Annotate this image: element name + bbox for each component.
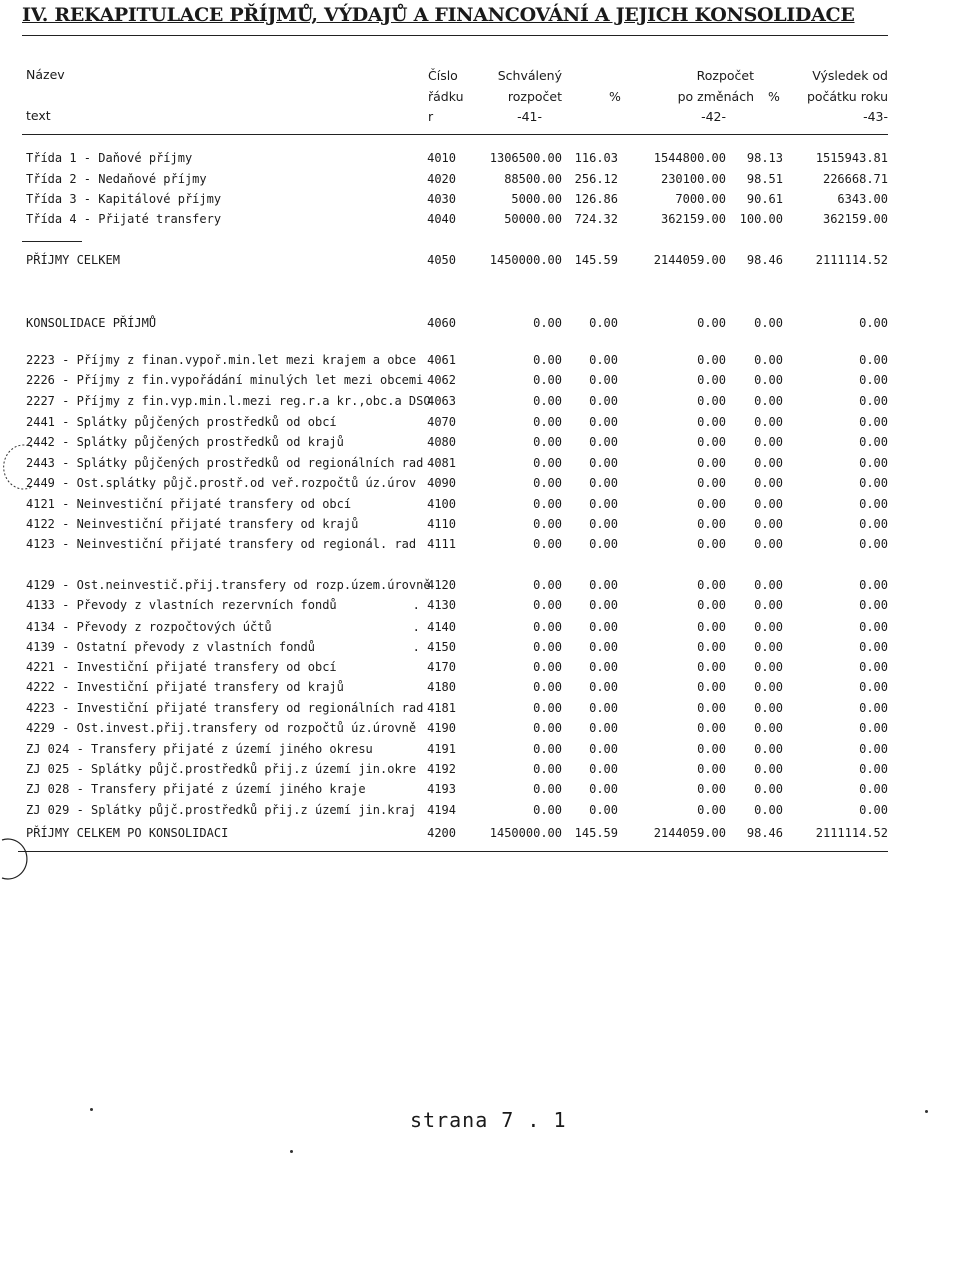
cell-revised-budget: 0.00 (697, 456, 726, 470)
header-vysledek-1: Výsledek od (812, 68, 888, 83)
cell-result: 0.00 (859, 660, 888, 674)
cell-line-number: 4170 (427, 660, 456, 674)
header-pct-2: % (768, 89, 780, 104)
cell-percent-2: 98.46 (746, 253, 783, 267)
cell-line-number: 4081 (427, 456, 456, 470)
cell-percent-1: 0.00 (589, 537, 618, 551)
cell-approved-budget: 0.00 (533, 660, 562, 674)
cell-revised-budget: 0.00 (697, 660, 726, 674)
cell-percent-1: 0.00 (589, 803, 618, 817)
cell-percent-2: 0.00 (754, 517, 783, 531)
cell-approved-budget: 1306500.00 (489, 151, 562, 165)
cell-percent-2: 0.00 (754, 782, 783, 796)
header-text: text (26, 108, 51, 123)
cell-percent-1: 0.00 (589, 640, 618, 654)
cell-revised-budget: 0.00 (697, 782, 726, 796)
cell-line-number: 4050 (427, 253, 456, 267)
cell-name: Třída 2 - Nedaňové příjmy (26, 172, 207, 186)
cell-percent-2: 0.00 (754, 680, 783, 694)
cell-result: 0.00 (859, 598, 888, 612)
cell-approved-budget: 0.00 (533, 598, 562, 612)
cell-line-number: 4110 (427, 517, 456, 531)
cell-approved-budget: 0.00 (533, 701, 562, 715)
cell-percent-2: 98.13 (746, 151, 783, 165)
cell-result: 0.00 (859, 701, 888, 715)
cell-percent-2: 0.00 (754, 316, 783, 330)
header-cislo-2: řádku (428, 89, 464, 104)
cell-percent-2: 0.00 (754, 803, 783, 817)
cell-result: 0.00 (859, 415, 888, 429)
cell-percent-2: 0.00 (754, 456, 783, 470)
header-vysledek-3: -43- (863, 109, 888, 124)
cell-percent-1: 0.00 (589, 373, 618, 387)
header-rozpocet-1: Rozpočet (696, 68, 754, 83)
cell-result: 362159.00 (822, 212, 888, 226)
cell-percent-2: 0.00 (754, 415, 783, 429)
cell-revised-budget: 0.00 (697, 721, 726, 735)
cell-approved-budget: 0.00 (533, 620, 562, 634)
cell-revised-budget: 0.00 (697, 762, 726, 776)
header-pct-1: % (609, 89, 621, 104)
cell-revised-budget: 0.00 (697, 742, 726, 756)
cell-percent-2: 0.00 (754, 435, 783, 449)
cell-result: 0.00 (859, 353, 888, 367)
cell-percent-1: 0.00 (589, 435, 618, 449)
cell-percent-2: 0.00 (754, 660, 783, 674)
cell-line-number: . 4150 (412, 640, 456, 654)
cell-revised-budget: 0.00 (697, 701, 726, 715)
cell-percent-2: 100.00 (739, 212, 783, 226)
header-nazev: Název (26, 67, 65, 82)
cell-name: 4121 - Neinvestiční přijaté transfery od obcí (26, 497, 352, 511)
header-rozpocet-2: po změnách (677, 89, 754, 104)
cell-percent-2: 0.00 (754, 476, 783, 490)
cell-percent-2: 0.00 (754, 721, 783, 735)
cell-name: Třída 3 - Kapitálové příjmy (26, 192, 222, 206)
cell-percent-1: 116.03 (574, 151, 618, 165)
cell-result: 226668.71 (822, 172, 888, 186)
cell-percent-2: 0.00 (754, 394, 783, 408)
cell-result: 0.00 (859, 373, 888, 387)
cell-percent-1: 0.00 (589, 517, 618, 531)
cell-approved-budget: 0.00 (533, 680, 562, 694)
cell-name: 4221 - Investiční přijaté transfery od obcí (26, 660, 337, 674)
cell-approved-budget: 0.00 (533, 316, 562, 330)
cell-revised-budget: 0.00 (697, 353, 726, 367)
cell-result: 0.00 (859, 640, 888, 654)
cell-revised-budget: 2144059.00 (653, 253, 726, 267)
cell-approved-budget: 1450000.00 (489, 826, 562, 840)
cell-result: 0.00 (859, 456, 888, 470)
cell-percent-2: 0.00 (754, 353, 783, 367)
cell-percent-1: 0.00 (589, 415, 618, 429)
cell-approved-budget: 0.00 (533, 742, 562, 756)
cell-percent-2: 0.00 (754, 701, 783, 715)
cell-name: 4123 - Neinvestiční přijaté transfery od regionál. rad (26, 537, 417, 551)
cell-percent-2: 0.00 (754, 640, 783, 654)
cell-name: 4134 - Převody z rozpočtových účtů (26, 620, 272, 634)
cell-percent-1: 0.00 (589, 660, 618, 674)
cell-line-number: 4111 (427, 537, 456, 551)
cell-revised-budget: 0.00 (697, 598, 726, 612)
header-cislo-1: Číslo (428, 68, 458, 83)
cell-percent-1: 0.00 (589, 762, 618, 776)
punch-hole-circle (0, 836, 40, 882)
cell-approved-budget: 0.00 (533, 435, 562, 449)
cell-percent-2: 98.51 (746, 172, 783, 186)
cell-revised-budget: 0.00 (697, 537, 726, 551)
cell-percent-2: 0.00 (754, 578, 783, 592)
cell-result: 0.00 (859, 721, 888, 735)
cell-percent-1: 126.86 (574, 192, 618, 206)
cell-name: 4122 - Neinvestiční přijaté transfery od krajů (26, 517, 359, 531)
cell-approved-budget: 0.00 (533, 373, 562, 387)
cell-revised-budget: 0.00 (697, 620, 726, 634)
cell-approved-budget: 0.00 (533, 721, 562, 735)
cell-percent-1: 0.00 (589, 578, 618, 592)
cell-result: 2111114.52 (815, 253, 888, 267)
cell-name: 2441 - Splátky půjčených prostředků od obcí (26, 415, 337, 429)
cell-approved-budget: 0.00 (533, 415, 562, 429)
cell-result: 2111114.52 (815, 826, 888, 840)
header-cislo-3: r (428, 109, 434, 124)
page-number: strana 7 . 1 (410, 1108, 567, 1132)
scan-mark (90, 1108, 93, 1111)
cell-name: PŘÍJMY CELKEM (26, 253, 120, 267)
cell-revised-budget: 0.00 (697, 640, 726, 654)
cell-percent-2: 0.00 (754, 537, 783, 551)
cell-percent-1: 0.00 (589, 316, 618, 330)
cell-line-number: 4040 (427, 212, 456, 226)
cell-revised-budget: 0.00 (697, 680, 726, 694)
cell-approved-budget: 0.00 (533, 782, 562, 796)
cell-line-number: 4080 (427, 435, 456, 449)
cell-line-number: 4061 (427, 353, 456, 367)
cell-result: 0.00 (859, 680, 888, 694)
cell-revised-budget: 0.00 (697, 578, 726, 592)
cell-percent-1: 0.00 (589, 598, 618, 612)
cell-result: 6343.00 (837, 192, 888, 206)
cell-line-number: 4063 (427, 394, 456, 408)
cell-result: 0.00 (859, 517, 888, 531)
cell-name: Třída 1 - Daňové příjmy (26, 151, 193, 165)
header-schvaleny-2: rozpočet (507, 89, 562, 104)
cell-line-number: 4181 (427, 701, 456, 715)
cell-name: 4129 - Ost.neinvestič.přij.transfery od rozp.územ.úrovně (26, 578, 431, 592)
cell-result: 0.00 (859, 476, 888, 490)
cell-percent-1: 0.00 (589, 680, 618, 694)
cell-percent-1: 0.00 (589, 620, 618, 634)
cell-line-number: 4070 (427, 415, 456, 429)
cell-revised-budget: 0.00 (697, 476, 726, 490)
cell-result: 0.00 (859, 620, 888, 634)
cell-line-number: 4060 (427, 316, 456, 330)
cell-revised-budget: 0.00 (697, 435, 726, 449)
cell-line-number: 4030 (427, 192, 456, 206)
cell-approved-budget: 0.00 (533, 537, 562, 551)
cell-approved-budget: 0.00 (533, 353, 562, 367)
cell-line-number: 4062 (427, 373, 456, 387)
cell-approved-budget: 0.00 (533, 497, 562, 511)
cell-revised-budget: 0.00 (697, 316, 726, 330)
cell-line-number: 4200 (427, 826, 456, 840)
scan-mark (925, 1110, 928, 1113)
cell-percent-1: 0.00 (589, 721, 618, 735)
cell-name: Třída 4 - Přijaté transfery (26, 212, 222, 226)
cell-approved-budget: 0.00 (533, 762, 562, 776)
cell-result: 0.00 (859, 394, 888, 408)
cell-percent-1: 145.59 (574, 253, 618, 267)
header-schvaleny-3: -41- (517, 109, 542, 124)
cell-revised-budget: 362159.00 (660, 212, 726, 226)
cell-percent-2: 0.00 (754, 598, 783, 612)
cell-percent-1: 256.12 (574, 172, 618, 186)
cell-line-number: 4090 (427, 476, 456, 490)
cell-approved-budget: 0.00 (533, 578, 562, 592)
cell-revised-budget: 0.00 (697, 394, 726, 408)
cell-revised-budget: 2144059.00 (653, 826, 726, 840)
cell-percent-1: 145.59 (574, 826, 618, 840)
page-title: IV. REKAPITULACE PŘÍJMŮ, VÝDAJŮ A FINANCOVÁNÍ A JEJICH KONSOLIDACE (22, 4, 855, 26)
title-rule (22, 35, 888, 36)
cell-name: 4222 - Investiční přijaté transfery od krajů (26, 680, 344, 694)
cell-result: 0.00 (859, 803, 888, 817)
cell-percent-1: 0.00 (589, 394, 618, 408)
cell-line-number: 4120 (427, 578, 456, 592)
header-schvaleny-1: Schválený (497, 68, 562, 83)
cell-percent-1: 0.00 (589, 782, 618, 796)
cell-approved-budget: 88500.00 (504, 172, 562, 186)
cell-line-number: 4010 (427, 151, 456, 165)
cell-result: 0.00 (859, 316, 888, 330)
cell-revised-budget: 0.00 (697, 497, 726, 511)
cell-approved-budget: 0.00 (533, 394, 562, 408)
cell-name: ZJ 028 - Transfery přijaté z území jiného kraje (26, 782, 366, 796)
cell-name: PŘÍJMY CELKEM PO KONSOLIDACI (26, 826, 229, 840)
punch-hole-circle (0, 443, 36, 491)
cell-line-number: 4020 (427, 172, 456, 186)
cell-percent-1: 0.00 (589, 456, 618, 470)
cell-result: 0.00 (859, 537, 888, 551)
cell-name: 4133 - Převody z vlastních rezervních fondů (26, 598, 337, 612)
cell-name: 4229 - Ost.invest.přij.transfery od rozpočtů úz.úrovně (26, 721, 417, 735)
cell-name: ZJ 025 - Splátky půjč.prostředků přij.z území jin.okre (26, 762, 417, 776)
cell-line-number: . 4140 (412, 620, 456, 634)
cell-percent-1: 0.00 (589, 742, 618, 756)
cell-result: 0.00 (859, 497, 888, 511)
cell-revised-budget: 0.00 (697, 517, 726, 531)
cell-percent-2: 98.46 (746, 826, 783, 840)
cell-approved-budget: 0.00 (533, 456, 562, 470)
cell-percent-2: 0.00 (754, 742, 783, 756)
cell-name: 2226 - Příjmy z fin.vypořádání minulých let mezi obcemi (26, 373, 424, 387)
cell-approved-budget: 0.00 (533, 476, 562, 490)
cell-result: 0.00 (859, 782, 888, 796)
cell-name: ZJ 029 - Splátky půjč.prostředků přij.z území jin.kraj (26, 803, 417, 817)
cell-line-number: 4180 (427, 680, 456, 694)
cell-name: 2223 - Příjmy z finan.vypoř.min.let mezi krajem a obce (26, 353, 417, 367)
cell-revised-budget: 7000.00 (675, 192, 726, 206)
cell-revised-budget: 0.00 (697, 803, 726, 817)
cell-line-number: 4193 (427, 782, 456, 796)
cell-line-number: 4190 (427, 721, 456, 735)
cell-line-number: 4194 (427, 803, 456, 817)
total-rule (18, 851, 888, 852)
cell-percent-1: 724.32 (574, 212, 618, 226)
cell-name: 4139 - Ostatní převody z vlastních fondů (26, 640, 315, 654)
cell-name: KONSOLIDACE PŘÍJMŮ (26, 316, 157, 330)
cell-line-number: 4192 (427, 762, 456, 776)
cell-name: ZJ 024 - Transfery přijaté z území jiného okresu (26, 742, 373, 756)
cell-result: 0.00 (859, 435, 888, 449)
cell-percent-2: 90.61 (746, 192, 783, 206)
cell-approved-budget: 0.00 (533, 640, 562, 654)
cell-line-number: 4191 (427, 742, 456, 756)
cell-revised-budget: 0.00 (697, 373, 726, 387)
cell-revised-budget: 0.00 (697, 415, 726, 429)
header-vysledek-2: počátku roku (806, 89, 888, 104)
cell-approved-budget: 1450000.00 (489, 253, 562, 267)
cell-result: 1515943.81 (815, 151, 888, 165)
cell-approved-budget: 0.00 (533, 803, 562, 817)
scan-mark (290, 1150, 293, 1153)
cell-percent-2: 0.00 (754, 373, 783, 387)
cell-percent-2: 0.00 (754, 497, 783, 511)
cell-name: 2442 - Splátky půjčených prostředků od krajů (26, 435, 344, 449)
cell-percent-1: 0.00 (589, 497, 618, 511)
cell-approved-budget: 5000.00 (511, 192, 562, 206)
subtotal-rule-short (22, 241, 82, 242)
cell-line-number: . 4130 (412, 598, 456, 612)
cell-name: 2227 - Příjmy z fin.vyp.min.l.mezi reg.r.a kr.,obc.a DSO (26, 394, 431, 408)
cell-percent-2: 0.00 (754, 762, 783, 776)
cell-name: 2449 - Ost.splátky půjč.prostř.od veř.rozpočtů úz.úrov (26, 476, 417, 490)
cell-name: 2443 - Splátky půjčených prostředků od regionálních rad (26, 456, 424, 470)
cell-approved-budget: 0.00 (533, 517, 562, 531)
cell-name: 4223 - Investiční přijaté transfery od regionálních rad (26, 701, 424, 715)
cell-line-number: 4100 (427, 497, 456, 511)
cell-percent-1: 0.00 (589, 353, 618, 367)
header-rule (22, 134, 888, 135)
cell-result: 0.00 (859, 742, 888, 756)
header-rozpocet-3: -42- (701, 109, 726, 124)
cell-revised-budget: 230100.00 (660, 172, 726, 186)
cell-percent-1: 0.00 (589, 701, 618, 715)
cell-result: 0.00 (859, 578, 888, 592)
cell-approved-budget: 50000.00 (504, 212, 562, 226)
cell-percent-1: 0.00 (589, 476, 618, 490)
cell-result: 0.00 (859, 762, 888, 776)
cell-revised-budget: 1544800.00 (653, 151, 726, 165)
cell-percent-2: 0.00 (754, 620, 783, 634)
